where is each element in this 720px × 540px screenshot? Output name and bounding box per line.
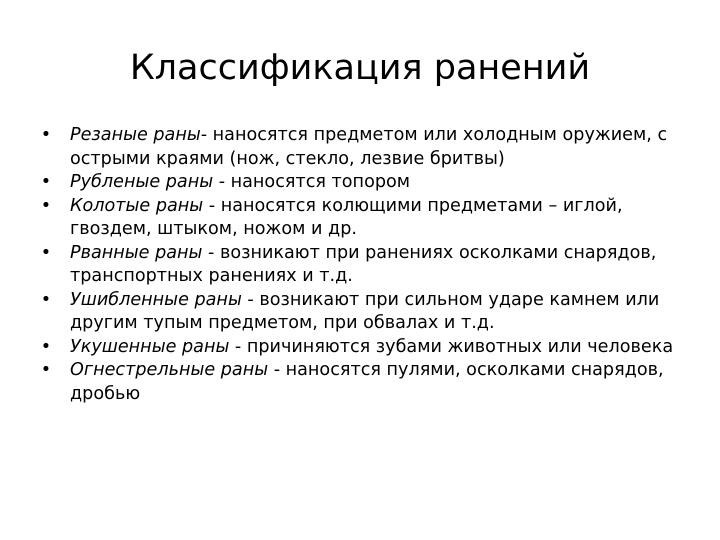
list-item bbox=[36, 289, 700, 336]
wound-type-term: Укушенные раны bbox=[70, 336, 230, 357]
list-item bbox=[36, 242, 700, 289]
wound-type-term: Рванные раны bbox=[70, 242, 203, 263]
wound-type-term: Огнестрельные раны bbox=[70, 360, 269, 380]
list-item bbox=[36, 171, 700, 195]
bullet-icon: • bbox=[40, 336, 52, 357]
bullet-icon: • bbox=[40, 125, 52, 145]
bullet-icon: • bbox=[40, 172, 52, 192]
list-item bbox=[36, 336, 700, 360]
wound-type-term: Рубленые раны bbox=[70, 172, 214, 192]
slide-title: Классификация ранений bbox=[129, 48, 591, 88]
bullet-icon: • bbox=[40, 360, 52, 380]
wound-type-term: Колотые раны bbox=[70, 195, 204, 216]
wound-type-description: - наносятся пулями, осколками снарядов, дробью bbox=[70, 360, 664, 404]
bullet-icon: • bbox=[40, 242, 52, 263]
wound-type-term: Резаные раны bbox=[70, 125, 201, 145]
bullet-list bbox=[36, 124, 700, 406]
list-item bbox=[36, 124, 700, 171]
wound-type-description: - наносятся колющими предметами – иглой, гвоздем, штыком, ножом и др. bbox=[70, 195, 623, 239]
list-item bbox=[36, 359, 700, 406]
bullet-icon: • bbox=[40, 289, 52, 310]
bullet-icon: • bbox=[40, 195, 52, 216]
wound-type-description: - наносятся предметом или холодным оружием, с острыми краями (нож, стекло, лезвие бритвы) bbox=[70, 125, 668, 169]
list-item bbox=[36, 195, 700, 242]
wound-type-description: - причиняются зубами животных или человека bbox=[229, 336, 674, 357]
wound-type-description: - возникают при ранениях осколками снарядов, транспортных ранениях и т.д. bbox=[70, 242, 657, 286]
wound-type-term: Ушибленные раны bbox=[70, 289, 242, 310]
wound-type-description: - возникают при сильном ударе камнем или другим тупым предметом, при обвалах и т.д. bbox=[70, 289, 660, 333]
wound-type-description: - наносятся топором bbox=[213, 172, 411, 192]
